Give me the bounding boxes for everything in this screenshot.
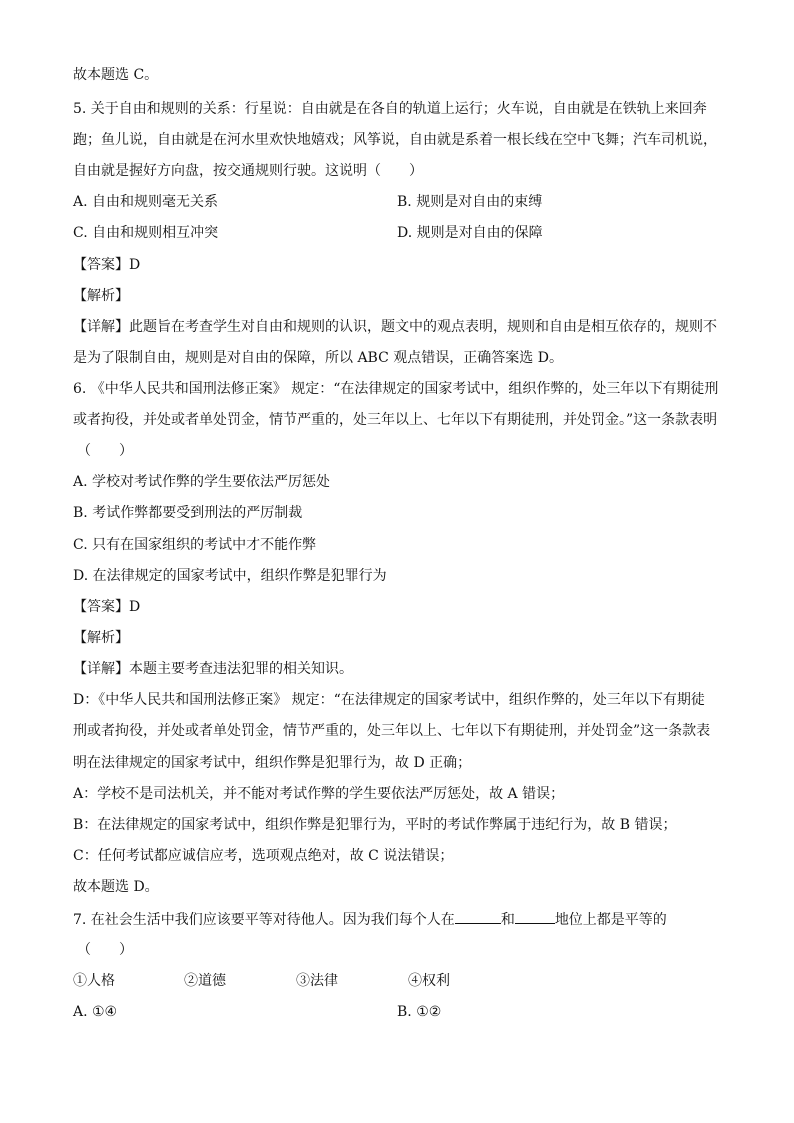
q6-detail-line5: A：学校不是司法机关，并不能对考试作弊的学生要依法严厉惩处，故 A 错误； [73, 786, 565, 802]
q5-option-c: C. 自由和规则相互冲突 [73, 225, 219, 241]
q7-stem-line2: （ ） [77, 942, 133, 958]
q6-option-b: B. 考试作弊都要受到刑法的严厉制裁 [73, 505, 303, 521]
q5-option-a: A. 自由和规则毫无关系 [73, 194, 219, 210]
q5-answer: 【答案】D [73, 257, 141, 273]
q6-option-c: C. 只有在国家组织的考试中才不能作弊 [73, 537, 317, 553]
q6-detail-line1: 【详解】本题主要考查违法犯罪的相关知识。 [73, 661, 353, 677]
q5-stem-line3: 自由就是握好方向盘，按交通规则行驶。这说明（ ） [73, 163, 423, 179]
q6-option-a: A. 学校对考试作弊的学生要依法严厉惩处 [73, 474, 331, 490]
q6-stem-line1: 6. 《中华人民共和国刑法修正案》 规定：“在法律规定的国家考试中，组织作弊的，处三年以下有期徒刑 [73, 381, 719, 397]
q7-item-4: ④权利 [408, 973, 450, 989]
q7-stem-prefix: 7. 在社会生活中我们应该要平等对待他人。因为我们每个人在 [73, 912, 455, 928]
q5-stem-line1: 5. 关于自由和规则的关系：行星说：自由就是在各自的轨道上运行；火车说，自由就是在铁轨上来回奔 [73, 101, 707, 117]
q5-detail-line2: 是为了限制自由，规则是对自由的保障，所以 ABC 观点错误，正确答案选 D。 [73, 350, 563, 366]
q7-option-b: B. ①② [397, 1004, 442, 1020]
q6-detail-line2: D：《中华人民共和国刑法修正案》 规定：“在法律规定的国家考试中，组织作弊的，处三年以下有期徒 [73, 692, 705, 708]
q7-item-3: ③法律 [296, 973, 338, 989]
q5-stem-line2: 跑；鱼儿说，自由就是在河水里欢快地嬉戏；风筝说，自由就是系着一根长线在空中飞舞；汽车司机说， [73, 132, 717, 148]
q6-detail-line3: 刑或者拘役，并处或者单处罚金，情节严重的，处三年以上、七年以下有期徒刑，并处罚金”这一条款表 [73, 723, 711, 739]
q7-fill-blank-2 [515, 909, 555, 924]
q6-detail-line8: 故本题选 D。 [73, 879, 159, 895]
q7-item-1: ①人格 [73, 973, 115, 989]
q7-option-a: A. ①④ [73, 1004, 118, 1020]
q6-option-d: D. 在法律规定的国家考试中，组织作弊是犯罪行为 [73, 568, 387, 584]
q5-analysis-heading: 【解析】 [73, 288, 129, 304]
q6-detail-line7: C：任何考试都应诚信应考，选项观点绝对，故 C 说法错误； [73, 848, 454, 864]
q7-stem-suffix: 地位上都是平等的 [554, 912, 667, 928]
q6-detail-line4: 明在法律规定的国家考试中，组织作弊是犯罪行为，故 D 正确； [73, 755, 472, 771]
q6-stem-line2: 或者拘役，并处或者单处罚金，情节严重的，处三年以上、七年以下有期徒刑，并处罚金。”这一条款表明 [73, 412, 718, 428]
q6-answer: 【答案】D [73, 599, 141, 615]
q5-option-d: D. 规则是对自由的保障 [397, 225, 543, 241]
q6-analysis-heading: 【解析】 [73, 630, 129, 646]
q6-stem-line3: （ ） [77, 443, 133, 459]
q5-detail-line1: 【详解】此题旨在考查学生对自由和规则的认识，题文中的观点表明，规则和自由是相互依存的，规则不 [73, 319, 717, 335]
q4-conclusion: 故本题选 C。 [73, 67, 159, 83]
q7-stem-line1 [73, 909, 667, 930]
q6-detail-line6: B：在法律规定的国家考试中，组织作弊是犯罪行为，平时的考试作弊属于违纪行为，故 B 错误； [73, 817, 677, 833]
q7-stem-connector: 和 [500, 912, 515, 928]
q7-item-2: ②道德 [184, 973, 226, 989]
q7-fill-blank-1 [455, 909, 501, 924]
q5-option-b: B. 规则是对自由的束缚 [397, 194, 543, 210]
